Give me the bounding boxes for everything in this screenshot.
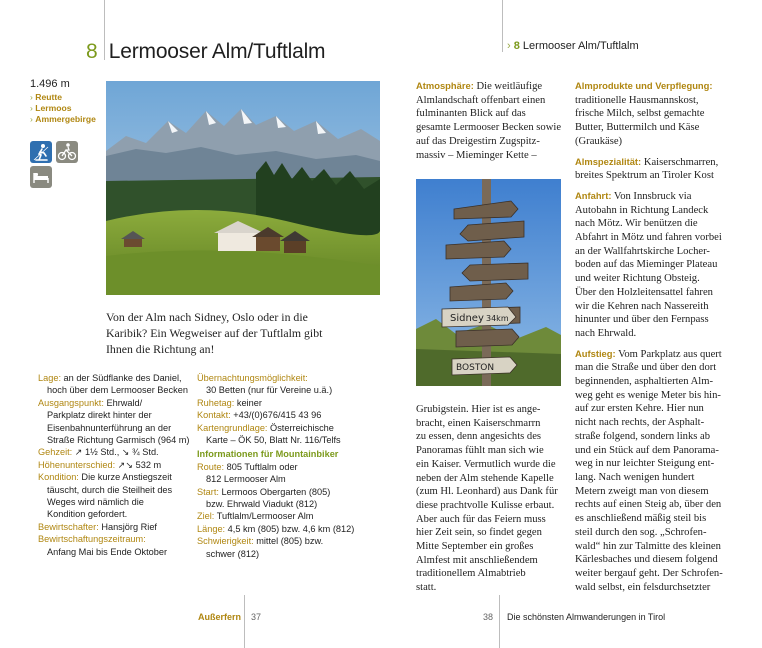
info-label: Ziel:	[197, 511, 215, 522]
hiking-icon	[30, 141, 52, 163]
body-line: (Graukäse)	[575, 135, 623, 147]
column4-body	[575, 79, 735, 594]
running-chapter-number: 8	[513, 40, 520, 52]
body-line: man die Straße und über den dort	[575, 362, 717, 374]
info-value: +43/(0)676/415 43 96	[230, 410, 322, 421]
body-line: ein Kaiser. Vermutlich wurde die	[416, 458, 556, 470]
info-entry-host	[38, 521, 188, 533]
info-value: ↗↘ 532 m	[115, 459, 162, 470]
body-line: neben der Alm stehende Kapelle	[416, 472, 554, 484]
body-line: statt.	[416, 582, 437, 594]
info-value: 30 Betten (nur für Vereine u.ä.)	[206, 385, 333, 396]
info-value: Straße Richtung Garmisch (964 m)	[47, 435, 190, 446]
region-label: Lermoos	[35, 103, 72, 114]
body-line: und weiter Richtung Obsteig.	[575, 273, 700, 285]
body-line: frische Milch, selbst gemachte	[575, 108, 705, 120]
arrow-icon: ›	[30, 92, 36, 103]
region-list	[30, 92, 96, 125]
info-label: Ruhetag:	[197, 397, 235, 408]
info-value: 4,5 km (805) bzw. 4,6 km (812)	[225, 523, 355, 534]
info-entry-contact	[197, 409, 372, 421]
info-label: Start:	[197, 486, 219, 497]
body-line: auf das Dreigestirn Zugspitz-	[416, 135, 540, 147]
body-line: zu essen, denn angesichts des	[416, 431, 542, 443]
section-specialty	[575, 155, 735, 183]
chapter-title: Lermooser Alm/Tuftlalm	[108, 40, 326, 63]
info-label: Bewirtschaftungszeitraum:	[38, 534, 146, 545]
info-value: Die kurze Anstiegszeit	[78, 472, 172, 483]
info-label: Höhenunterschied:	[38, 459, 116, 470]
body-line: Panoramas fühlt man sich wie	[416, 445, 544, 457]
body-line: Butter, Buttermilch und Käse	[575, 122, 700, 134]
chapter-header-right	[507, 40, 639, 52]
body-line: Die weitläufige	[473, 81, 543, 92]
info-entry-location	[38, 372, 188, 397]
region-label: Ammergebirge	[35, 114, 96, 125]
body-line: Almlandschaft offenbart einen	[416, 94, 546, 106]
body-line: wald selbst, ein felsdurchsetzter	[575, 581, 711, 593]
intro-text	[106, 310, 376, 357]
info-label: Übernachtungsmöglichkeit:	[197, 373, 308, 383]
section-ascent	[575, 347, 735, 595]
intro-line: Ihnen die Richtung an!	[106, 341, 215, 356]
body-line: Abfahrt in Mötz und fahren vorbei	[575, 232, 722, 244]
arrow-icon: ›	[507, 40, 511, 52]
body-line: hinunter und über den Fernpass	[575, 314, 709, 326]
body-line: Mitte September ein großes	[416, 541, 534, 553]
mtb-heading: Informationen für Mountainbiker	[197, 449, 339, 460]
section-label: Aufstieg:	[575, 347, 616, 359]
mountainbike-icon	[56, 141, 78, 163]
body-line: Kärlesbaches und diesem folgend	[575, 554, 718, 566]
footer-page-left: 37	[251, 612, 262, 622]
footer-book-title: Die schönsten Almwanderungen in Tirol	[507, 612, 666, 622]
info-entry-season	[38, 533, 188, 558]
body-line: Metern zweigt man von diesem	[575, 485, 709, 497]
altitude: 1.496 m	[30, 78, 70, 90]
info-label: Länge:	[197, 523, 226, 534]
center-top-rule	[502, 0, 503, 52]
footer-left	[198, 612, 241, 622]
mtb-entry-route	[197, 461, 372, 486]
sidebar	[30, 78, 96, 125]
info-value: bzw. Ehrwald Viadukt (812)	[206, 499, 318, 510]
info-label: Route:	[197, 461, 225, 472]
region-label: Reutte	[35, 92, 62, 103]
chapter-header-left	[86, 40, 325, 64]
section-products	[575, 79, 735, 149]
info-entry-map	[197, 422, 372, 447]
info-label: Schwierigkeit:	[197, 536, 254, 547]
body-line: Autobahn in Richtung Landeck	[575, 204, 709, 216]
arrow-icon: ›	[30, 114, 36, 125]
body-line: Von Innsbruck via	[611, 190, 692, 202]
chapter-number: 8	[86, 40, 98, 63]
body-line: rechts auf einen Steig ab, über den	[575, 499, 722, 511]
footer-section: Außerfern	[198, 612, 242, 622]
intro-line: Von der Alm nach Sidney, Oslo oder in die	[106, 310, 308, 324]
body-line: steil durch den sog. „Schrofen-	[575, 526, 707, 538]
body-line: Aber auch für das Feiern muss	[416, 513, 546, 525]
mtb-entry-difficulty	[197, 535, 372, 560]
info-entry-rest-day	[197, 397, 372, 409]
body-line: Vom Parkplatz aus quert	[615, 348, 722, 360]
info-value: 812 Lermooser Alm	[206, 474, 286, 485]
info-entry-time	[38, 446, 188, 458]
info-value: Tuftlalm/Lermooser Alm	[214, 511, 314, 522]
signpost-photo	[416, 179, 561, 386]
body-line: massiv – Mieminger Kette –	[416, 149, 537, 161]
info-entry-condition	[38, 471, 188, 521]
info-value: ↗ 1½ Std., ↘ ¾ Std.	[72, 447, 159, 458]
info-value: täuscht, durch die Steilheit des	[47, 484, 173, 495]
info-entry-start	[38, 397, 188, 447]
info-label: Bewirtschafter:	[38, 521, 99, 532]
info-value: Weges wird nämlich die	[47, 497, 144, 508]
body-line: wald“ hin zur Talmitte des kleinen	[575, 540, 721, 552]
body-line: Almfest mit anschließendem	[416, 554, 538, 566]
info-value: 805 Tuftlalm oder	[224, 461, 298, 472]
body-line: nach Mötz. Wir benützen die	[575, 218, 698, 230]
body-line: weg geht es wenige Meter bis hin-	[575, 389, 721, 401]
body-line: Über den Holzleitensattel fahren	[575, 286, 713, 298]
body-line: Grubigstein. Hier ist es ange-	[416, 404, 541, 415]
section-label: Almspezialität:	[575, 155, 642, 167]
bed-icon	[30, 166, 52, 188]
info-value: hoch über dem Lermooser Becken	[47, 385, 188, 396]
footer-page-right: 38	[483, 612, 494, 622]
info-right-column	[197, 372, 372, 560]
body-line: lang. Nach wenigen hundert	[575, 471, 695, 483]
body-line: boden auf das Mieminger Plateau	[575, 259, 718, 271]
column3-body	[416, 403, 566, 595]
region-item	[30, 92, 96, 103]
atmosphere-text	[416, 79, 566, 162]
info-label: Kartengrundlage:	[197, 422, 268, 433]
body-line: traditionellem Almabtrieb	[416, 568, 526, 580]
body-line: und ein Stück auf dem Panorama-	[575, 444, 719, 456]
body-line: straße folgend, sondern links ab	[575, 430, 711, 442]
info-value: Eisenbahnunterführung an der	[47, 422, 172, 433]
info-value: Österreichische	[267, 422, 334, 433]
body-line: nicht nach rechts, der Asphalt-	[575, 417, 705, 429]
body-line: wir die Kehren nach Nassereith	[575, 300, 709, 312]
body-line: traditionelle Hausmannskost,	[575, 94, 699, 106]
info-entry-elevation	[38, 459, 188, 471]
info-label: Kontakt:	[197, 410, 231, 421]
info-label: Lage:	[38, 373, 61, 383]
mtb-entry-length	[197, 523, 372, 535]
signpost-label: Sidney	[450, 313, 484, 324]
info-value: Lermoos Obergarten (805)	[218, 486, 331, 497]
info-value: Parkplatz direkt hinter der	[47, 410, 152, 421]
body-line: fulminanten Blick auf das	[416, 108, 526, 120]
info-value: schwer (812)	[206, 548, 260, 559]
body-line: weiter bergauf geht. Der Schrofen-	[575, 567, 723, 579]
signpost-boston: BOSTON	[456, 363, 495, 373]
region-item	[30, 103, 96, 114]
body-line: an der Wallfahrtskirche Locher-	[575, 245, 710, 257]
info-value: mittel (805) bzw.	[253, 536, 324, 547]
info-label: Gehzeit:	[38, 447, 73, 458]
info-value: an der Südflanke des Daniel,	[61, 373, 182, 383]
body-line: beginnenden, asphaltierten Alm-	[575, 376, 713, 388]
body-line: Kaiserschmarren,	[641, 156, 719, 168]
mtb-entry-start	[197, 486, 372, 511]
body-line: breites Spektrum an Tiroler Kost	[575, 170, 714, 182]
info-value: Ehrwald/	[103, 397, 143, 408]
body-line: weg in nur leichter Steigung ent-	[575, 458, 715, 470]
footer-right-rule	[499, 595, 500, 648]
section-arrival	[575, 189, 735, 341]
body-line: diese prachtvolle Kulisse erbaut.	[416, 499, 555, 511]
body-line: nach Ehrwald.	[575, 327, 637, 339]
section-label: Anfahrt:	[575, 189, 612, 201]
info-left-column	[38, 372, 188, 558]
info-label: Kondition:	[38, 472, 79, 483]
info-value: Anfang Mai bis Ende Oktober	[47, 546, 168, 557]
alpine-pasture-photo	[106, 81, 380, 295]
signpost-distance: 34km	[486, 314, 509, 323]
body-line: auf zur ersten Kehre. Hier nun	[575, 403, 704, 415]
info-label: Ausgangspunkt:	[38, 397, 104, 408]
body-line: hier Zeit sein, so findet gegen	[416, 527, 542, 539]
body-line: (zum Hl. Leonhard) aus Dank für	[416, 486, 558, 498]
body-line: gesamte Lermooser Becken sowie	[416, 122, 562, 134]
info-value: Hansjörg Rief	[98, 521, 157, 532]
body-line: bracht, einen Kaiserschmarrn	[416, 417, 541, 429]
info-value: keiner	[234, 397, 262, 408]
arrow-icon: ›	[30, 103, 36, 114]
body-line: es anschließend mäßig steil bis	[575, 513, 707, 525]
mtb-entry-goal	[197, 510, 372, 522]
region-item	[30, 114, 96, 125]
info-value: Karte – ÖK 50, Blatt Nr. 116/Telfs	[206, 435, 341, 446]
running-chapter-title: Lermooser Alm/Tuftlalm	[522, 40, 639, 52]
section-label: Atmosphäre:	[416, 80, 474, 91]
intro-line: Karibik? Ein Wegweiser auf der Tuftlalm gibt	[106, 325, 323, 340]
footer-left-rule	[244, 595, 245, 648]
info-entry-overnight	[197, 372, 372, 397]
info-value: Kondition gefordert.	[47, 509, 128, 520]
section-label: Almprodukte und Verpflegung:	[575, 80, 713, 91]
